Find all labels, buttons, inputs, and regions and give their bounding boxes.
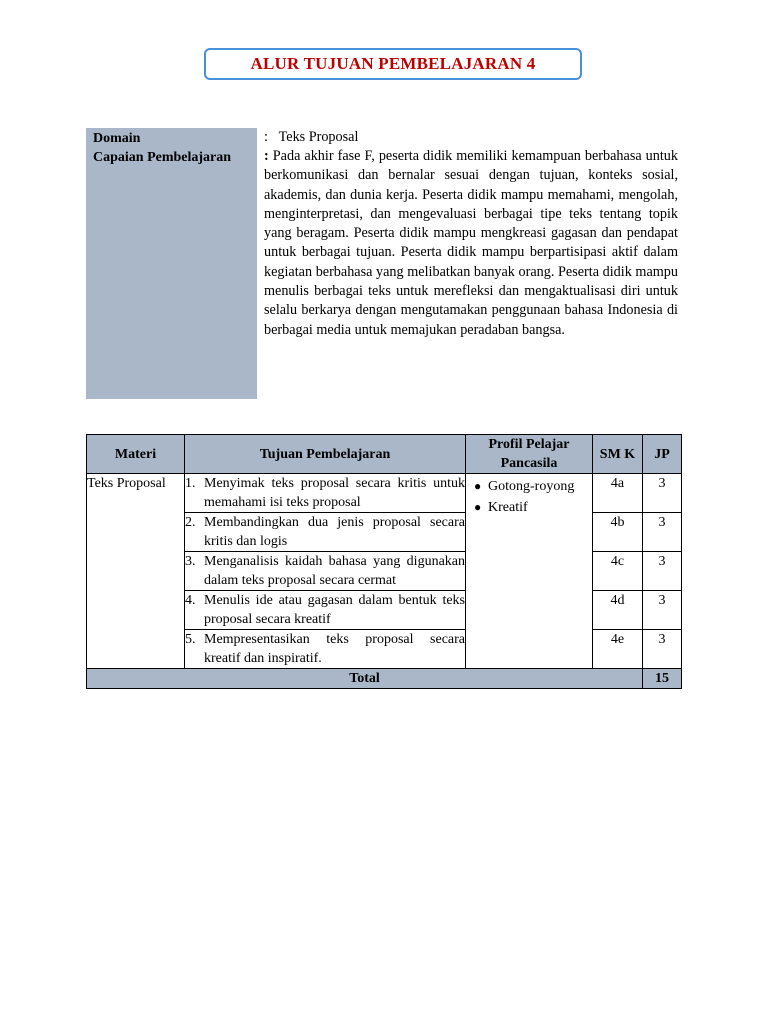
total-label: Total [87,669,643,689]
list-item [474,497,592,518]
smk-cell: 4c [593,552,643,591]
jp-cell: 3 [643,513,682,552]
tujuan-cell [185,474,466,513]
cp-label: Capaian Pembelajaran [93,150,232,165]
info-section [86,128,678,399]
info-labels [86,128,257,399]
bullet-icon: ● [474,479,482,493]
tujuan-text: Menyimak teks proposal secara kritis untuk memahami isi teks proposal [204,476,465,510]
cp-row [264,147,678,340]
tujuan-number: 4. [185,593,196,608]
domain-label: Domain [93,131,141,146]
tujuan-cell [185,513,466,552]
cp-separator: : [264,148,269,164]
jp-cell: 3 [643,474,682,513]
profil-item: Kreatif [488,500,528,515]
tujuan-text: Menganalisis kaidah bahasa yang digunakan dalam teks proposal secara cermat [204,554,465,588]
tujuan-text: Mempresentasikan teks proposal secara kreatif dan inspiratif. [204,632,465,666]
info-values [264,128,678,340]
cp-value: Pada akhir fase F, peserta didik memiliki kemampuan berbahasa untuk berkomunikasi dan bernalar sesuai dengan tujuan, konteks sosial, akademis, dan dunia kerja. Peserta didik mampu memahami, mengolah, menginterpretasi, dan mengevaluasi berbagai tipe teks tentang topik yang beragam. Peserta didik mampu mengkreasi gagasan dan pendapat untuk berbagai tujuan. Peserta didik mampu berpartisipasi aktif dalam kegiatan berbahasa yang melibatkan banyak orang. Peserta didik mampu menulis berbagai teks untuk merefleksi dan mengaktualisasi diri untuk selalu berkarya dengan mengutamakan penggunaan bahasa Indonesia di berbagai media untuk memajukan peradaban bangsa. [264,148,678,338]
tujuan-cell [185,630,466,669]
profil-list [466,476,592,518]
table-row [87,474,682,513]
profil-item: Gotong-royong [488,479,575,494]
domain-row [264,128,678,147]
tujuan-cell [185,552,466,591]
page-title: ALUR TUJUAN PEMBELAJARAN 4 [204,48,582,80]
atp-table [86,434,682,689]
jp-cell: 3 [643,630,682,669]
table-header-row [87,435,682,474]
profil-cell [466,474,593,669]
tujuan-text: Menulis ide atau gagasan dalam bentuk teks proposal secara kreatif [204,593,465,627]
header-materi: Materi [87,435,185,474]
header-profil: Profil Pelajar Pancasila [466,435,593,474]
bullet-icon: ● [474,500,482,514]
total-row [87,669,682,689]
tujuan-cell [185,591,466,630]
smk-cell: 4b [593,513,643,552]
materi-cell: Teks Proposal [87,474,185,669]
tujuan-text: Membandingkan dua jenis proposal secara kritis dan logis [204,515,465,549]
smk-cell: 4e [593,630,643,669]
total-value: 15 [643,669,682,689]
jp-cell: 3 [643,591,682,630]
header-tujuan: Tujuan Pembelajaran [185,435,466,474]
header-jp: JP [643,435,682,474]
header-smk: SM K [593,435,643,474]
smk-cell: 4d [593,591,643,630]
jp-cell: 3 [643,552,682,591]
tujuan-number: 5. [185,632,196,647]
tujuan-number: 3. [185,554,196,569]
domain-value: Teks Proposal [278,129,359,145]
smk-cell: 4a [593,474,643,513]
domain-separator: : [264,129,268,145]
tujuan-number: 2. [185,515,196,530]
tujuan-number: 1. [185,476,196,491]
list-item [474,476,592,497]
